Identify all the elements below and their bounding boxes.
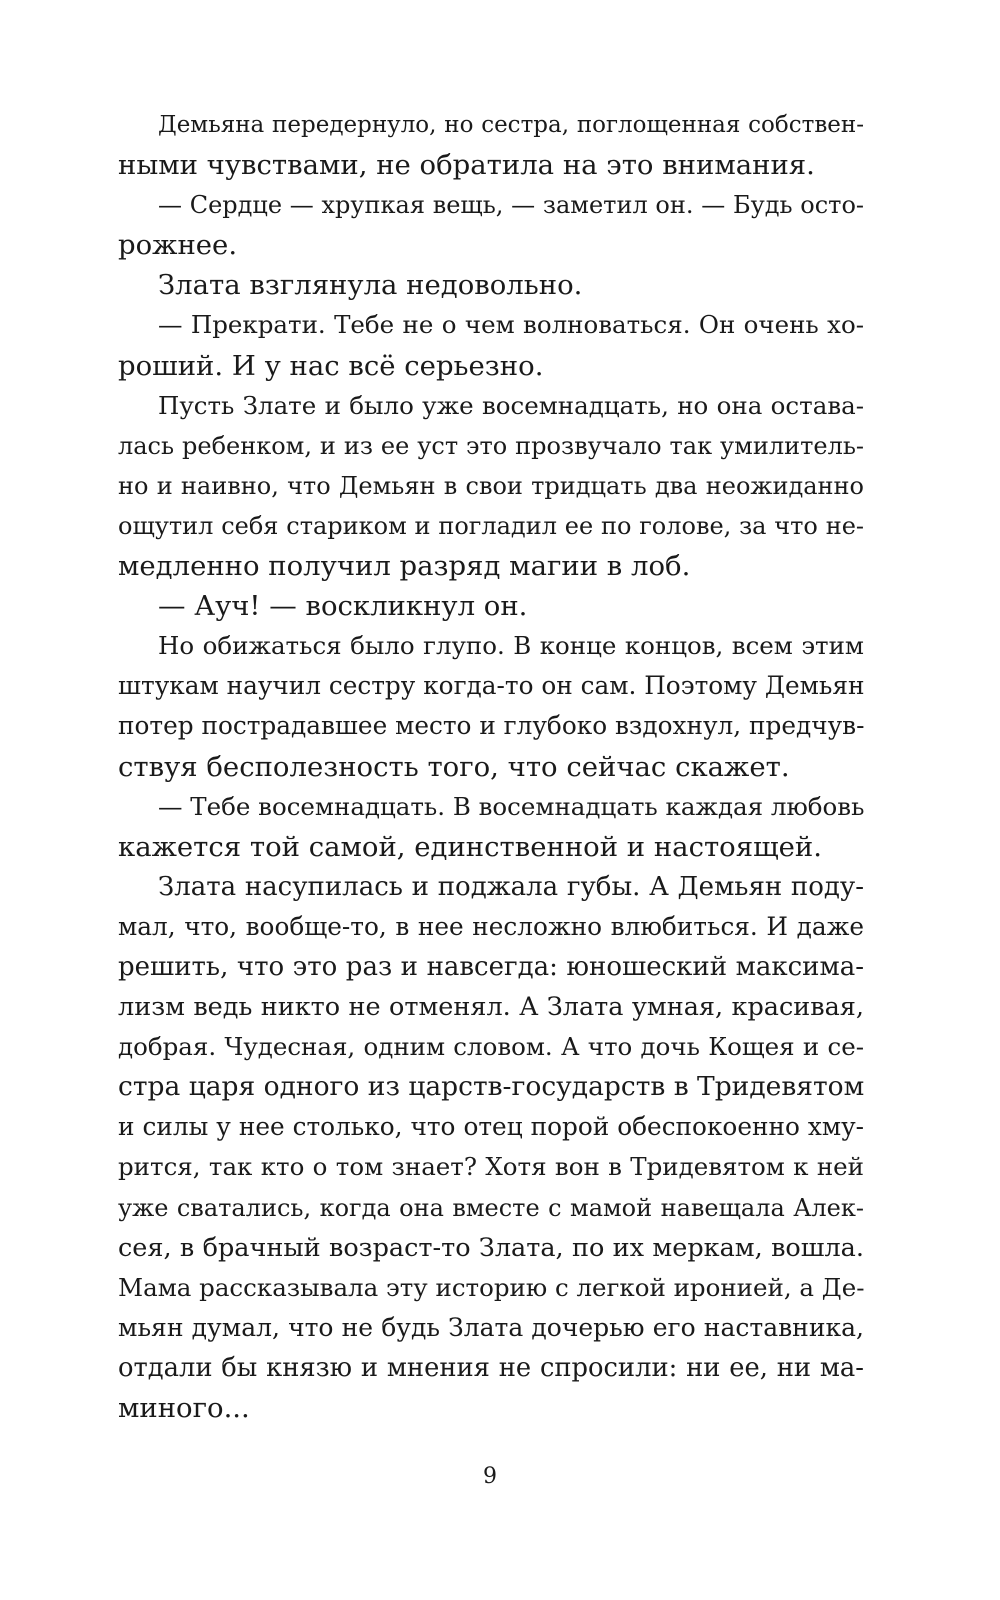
text-line: ощутил себя стариком и погладил ее по голове, за что не- bbox=[118, 511, 864, 540]
text-line: Злата взглянула недовольно. bbox=[158, 269, 583, 302]
text-line: но и наивно, что Демьян в свои тридцать два неожиданно bbox=[118, 471, 864, 500]
text-line: ными чувствами, не обратила на это внимания. bbox=[118, 149, 815, 182]
text-line: Злата насупилась и поджала губы. А Демьян поду- bbox=[158, 871, 864, 902]
text-line: сея, в брачный возраст-то Злата, по их меркам, вошла. bbox=[118, 1232, 864, 1263]
text-line: медленно получил разряд магии в лоб. bbox=[118, 550, 691, 583]
page-number: 9 bbox=[483, 1464, 497, 1489]
text-line: ствуя бесполезность того, что сейчас скажет. bbox=[118, 750, 790, 783]
text-line: миного... bbox=[118, 1392, 250, 1424]
text-line: рожнее. bbox=[118, 229, 238, 262]
text-line: лизм ведь никто не отменял. А Злата умная, красивая, bbox=[118, 992, 864, 1023]
body-text bbox=[118, 105, 864, 1428]
text-line: решить, что это раз и навсегда: юношеский максима- bbox=[118, 951, 864, 982]
text-line: мал, что, вообще-то, в нее несложно влюбиться. И даже bbox=[118, 911, 864, 941]
text-line: мьян думал, что не будь Злата дочерью его наставника, bbox=[118, 1312, 864, 1342]
text-line: Пусть Злате и было уже восемнадцать, но она остава- bbox=[158, 390, 864, 420]
text-line: кажется той самой, единственной и настоящей. bbox=[118, 830, 823, 863]
text-line: добрая. Чудесная, одним словом. А что дочь Кощея и се- bbox=[118, 1032, 864, 1062]
text-line: — Тебе восемнадцать. В восемнадцать каждая любовь bbox=[158, 791, 865, 821]
text-line: потер пострадавшее место и глубоко вздохнул, предчув- bbox=[118, 711, 865, 741]
text-line: лась ребенком, и из ее уст это прозвучало так умилитель- bbox=[118, 431, 864, 460]
text-line: рится, так кто о том знает? Хотя вон в Тридевятом к ней bbox=[118, 1152, 864, 1182]
text-line: стра царя одного из царств-государств в Тридевятом bbox=[118, 1071, 865, 1103]
text-line: — Прекрати. Тебе не о чем волноваться. Он очень хо- bbox=[158, 310, 864, 340]
text-line: Демьяна передернуло, но сестра, поглощенная собствен- bbox=[158, 112, 864, 138]
text-line: — Сердце — хрупкая вещь, — заметил он. — Будь осто- bbox=[158, 191, 864, 220]
text-line: штукам научил сестру когда-то он сам. Поэтому Демьян bbox=[118, 671, 865, 701]
text-line: уже сватались, когда она вместе с мамой навещала Алек- bbox=[118, 1193, 864, 1222]
text-line: отдали бы князю и мнения не спросили: ни ее, ни ма- bbox=[118, 1352, 864, 1383]
text-line: Но обижаться было глупо. В конце концов, всем этим bbox=[158, 631, 864, 661]
text-line: роший. И у нас всё серьезно. bbox=[118, 349, 544, 382]
text-line: и силы у нее столько, что отец порой обеспокоенно хму- bbox=[118, 1112, 864, 1142]
text-line: Мама рассказывала эту историю с легкой иронией, а Де- bbox=[118, 1272, 865, 1302]
text-line: — Ауч! — воскликнул он. bbox=[158, 590, 528, 623]
